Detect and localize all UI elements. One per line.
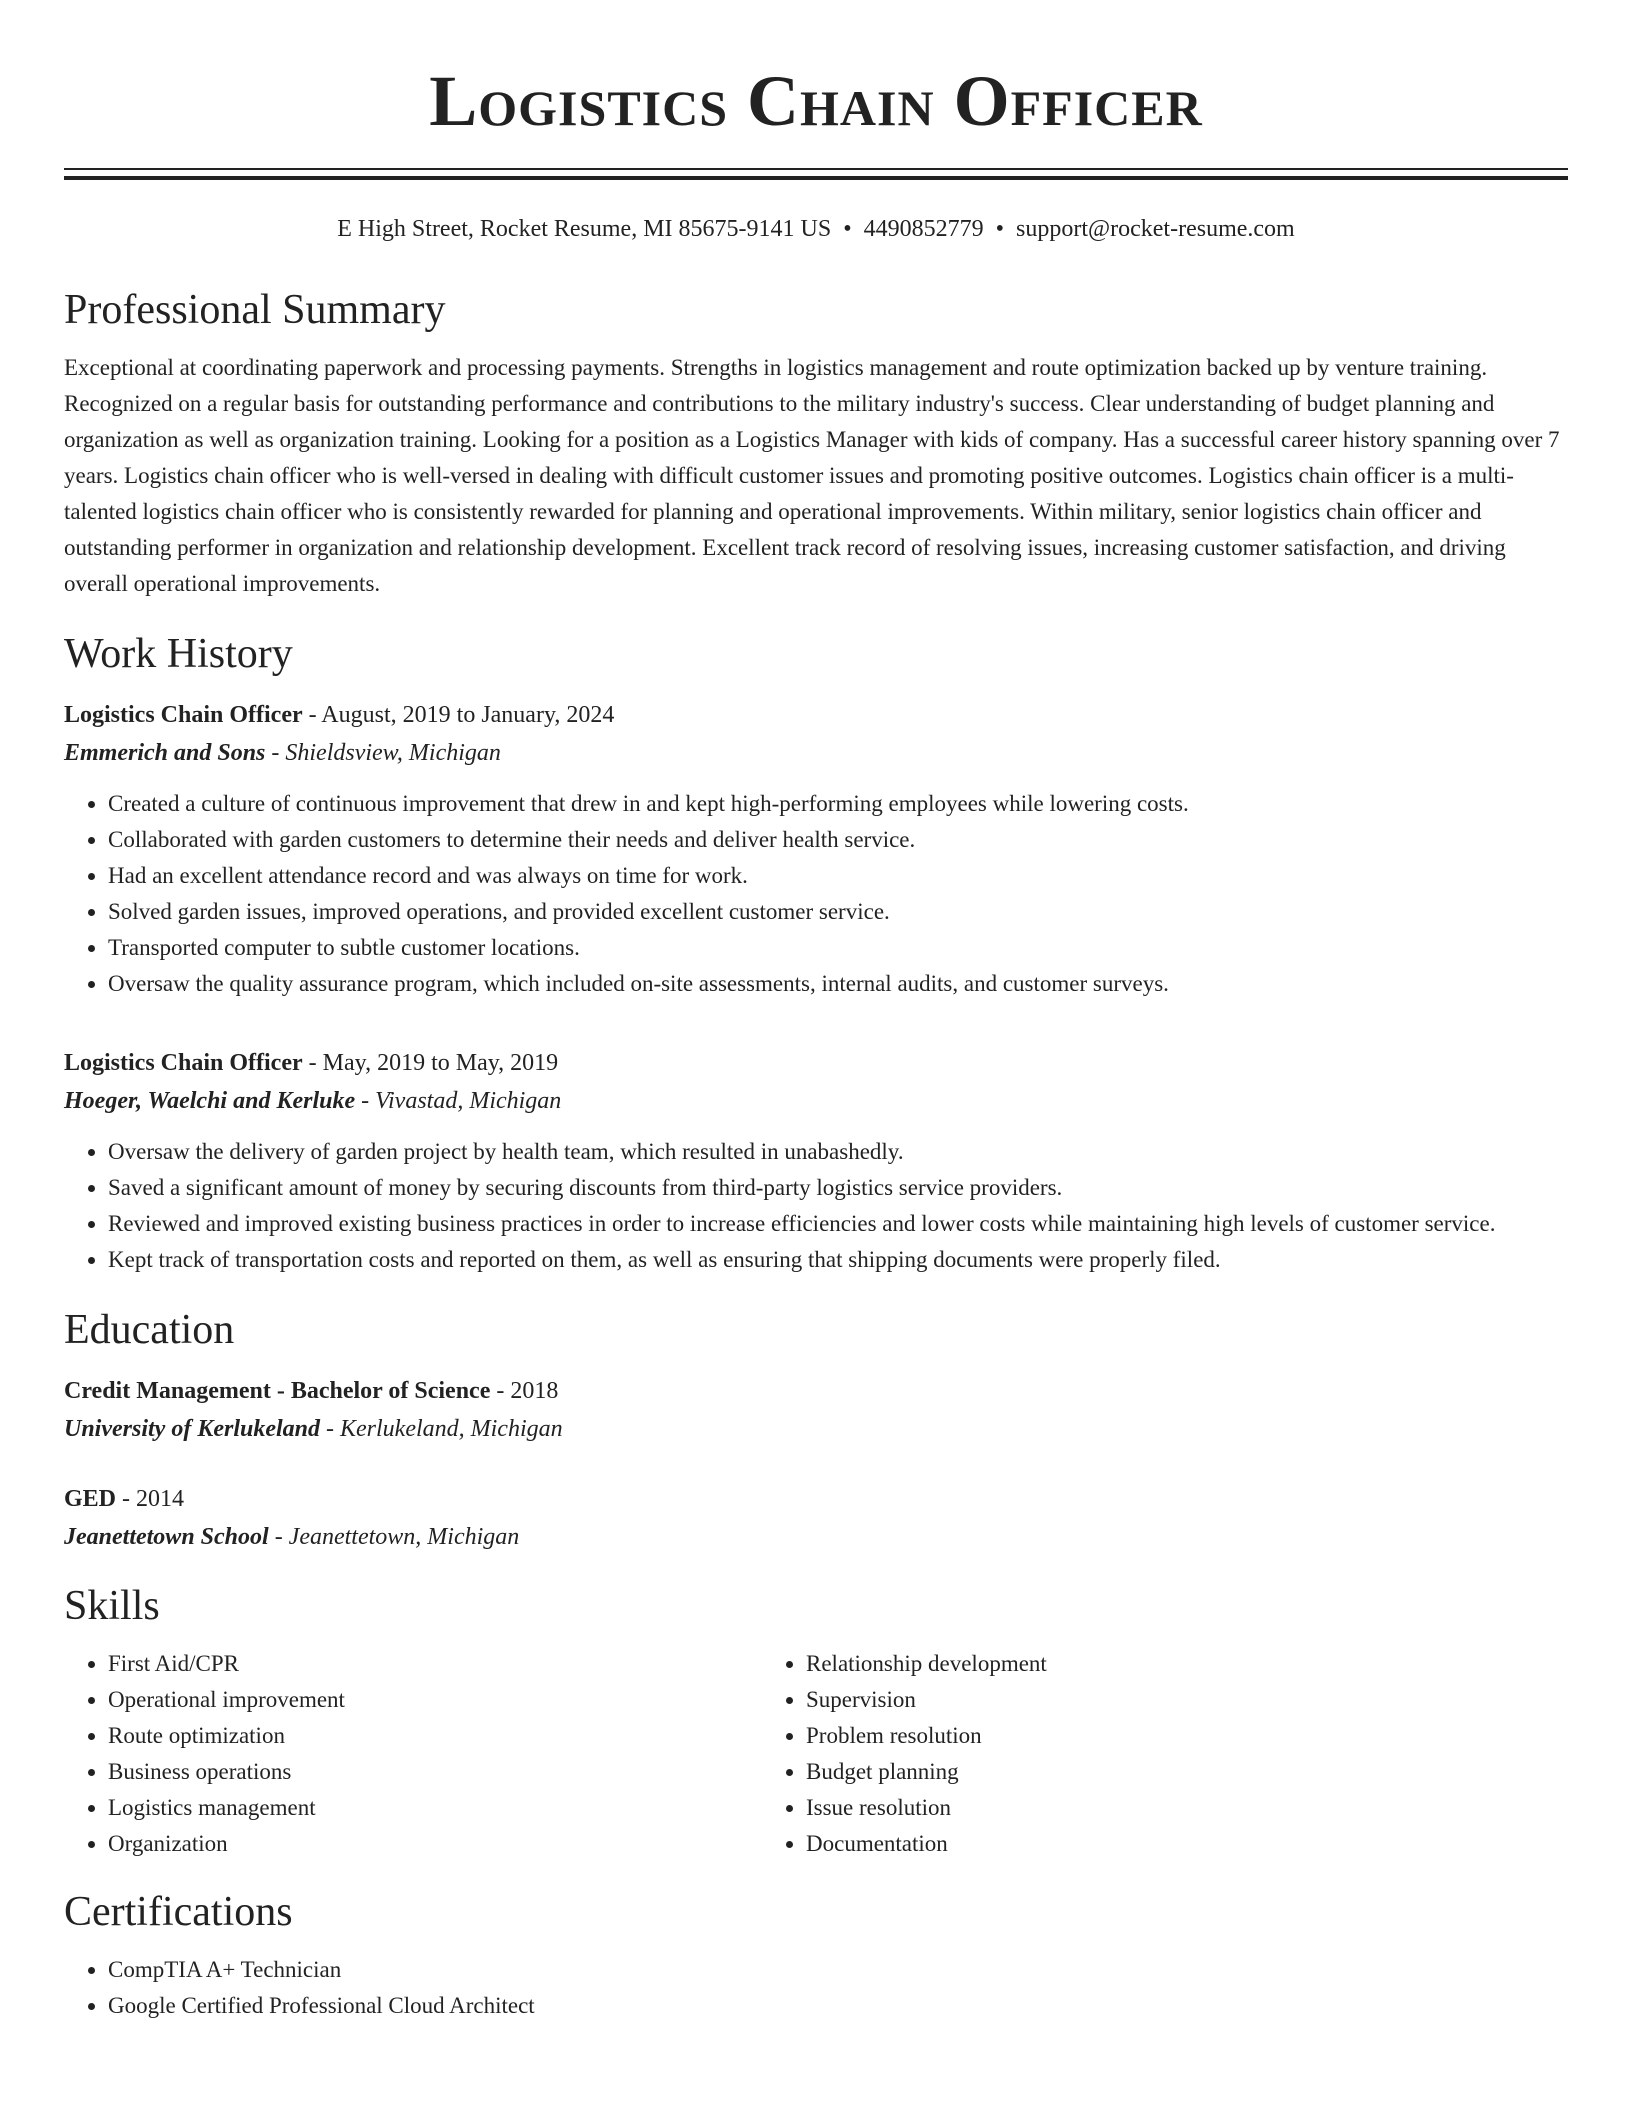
skills-grid — [64, 1646, 1568, 1862]
skill-item: • Organization — [108, 1826, 762, 1862]
education-location: - Kerlukeland, Michigan — [320, 1416, 563, 1442]
certifications-list — [64, 1952, 1568, 2024]
skill-item: • Issue resolution — [806, 1790, 1460, 1826]
education-school-line — [64, 1518, 1568, 1556]
job-bullet: • Kept track of transportation costs and reported on them, as well as ensuring that shipping documents were properly filed. — [108, 1242, 1568, 1278]
summary-section-title: Professional Summary — [64, 287, 446, 333]
job-bullet: • Transported computer to subtle customer locations. — [108, 930, 1568, 966]
job-bullet-list — [64, 786, 1568, 1002]
job-entry — [64, 1044, 1568, 1278]
header-divider-top — [64, 168, 1568, 170]
education-school: Jeanettetown School — [64, 1524, 269, 1550]
contact-line — [64, 214, 1568, 244]
skill-item: • First Aid/CPR — [108, 1646, 762, 1682]
skill-item: • Budget planning — [806, 1754, 1460, 1790]
contact-separator: • — [995, 216, 1005, 242]
education-header — [64, 1372, 1568, 1410]
resume-name-heading: Logistics Chain Officer — [429, 61, 1203, 141]
skill-item: • Relationship development — [806, 1646, 1460, 1682]
job-dates: - May, 2019 to May, 2019 — [302, 1050, 559, 1076]
job-bullet: • Collaborated with garden customers to determine their needs and deliver health service. — [108, 822, 1568, 858]
skills-list-right — [762, 1646, 1460, 1862]
job-bullet: • Oversaw the quality assurance program, which included on-site assessments, internal audits, and customer surveys. — [108, 966, 1568, 1002]
job-location: - Vivastad, Michigan — [355, 1088, 562, 1114]
header-divider-bottom — [64, 176, 1568, 180]
certifications-section-title: Certifications — [64, 1889, 293, 1935]
contact-phone: 4490852779 — [863, 216, 984, 242]
job-role: Logistics Chain Officer — [64, 702, 303, 728]
education-location: - Jeanettetown, Michigan — [268, 1524, 520, 1550]
skill-item: • Operational improvement — [108, 1682, 762, 1718]
job-bullet: • Created a culture of continuous improvement that drew in and kept high-performing employees while lowering costs. — [108, 786, 1568, 822]
work-history-section-title: Work History — [64, 631, 293, 677]
education-header — [64, 1480, 1568, 1518]
skill-item: • Route optimization — [108, 1718, 762, 1754]
certification-item: • CompTIA A+ Technician — [108, 1952, 1568, 1988]
skills-section-title: Skills — [64, 1583, 160, 1629]
job-header — [64, 1044, 1568, 1082]
job-company: Hoeger, Waelchi and Kerluke — [64, 1088, 356, 1114]
job-bullet: • Reviewed and improved existing business practices in order to increase efficiencies and lower costs while maintaining high levels of customer service. — [108, 1206, 1568, 1242]
job-dates: - August, 2019 to January, 2024 — [302, 702, 615, 728]
education-section-title: Education — [64, 1307, 235, 1353]
job-bullet: • Oversaw the delivery of garden project by health team, which resulted in unabashedly. — [108, 1134, 1568, 1170]
skill-item: • Documentation — [806, 1826, 1460, 1862]
skill-item: • Logistics management — [108, 1790, 762, 1826]
contact-email: support@rocket-resume.com — [1016, 216, 1295, 242]
education-year: - 2014 — [116, 1486, 185, 1512]
skill-item: • Supervision — [806, 1682, 1460, 1718]
job-entry — [64, 696, 1568, 1002]
job-role: Logistics Chain Officer — [64, 1050, 303, 1076]
skills-list-left — [64, 1646, 762, 1862]
job-header — [64, 696, 1568, 734]
education-entry — [64, 1372, 1568, 1448]
job-bullet: • Had an excellent attendance record and was always on time for work. — [108, 858, 1568, 894]
education-entry — [64, 1480, 1568, 1556]
summary-text: Exceptional at coordinating paperwork and processing payments. Strengths in logistics management and route optimization backed up by venture training. Recognized on a regular basis for outstanding performance and contributions to the military industry's success. Clear understanding of budget planning and organization as well as organization training. Looking for a position as a Logistics Manager with kids of company. Has a successful career history spanning over 7 years. Logistics chain officer who is well-versed in dealing with difficult customer issues and promoting positive outcomes. Logistics chain officer is a multi-talented logistics chain officer who is consistently rewarded for planning and operational improvements. Within military, senior logistics chain officer and outstanding performer in organization and relationship development. Excellent track record of resolving issues, increasing customer satisfaction, and driving overall operational improvements. — [64, 355, 1560, 596]
job-company-line — [64, 1082, 1568, 1120]
skill-item: • Problem resolution — [806, 1718, 1460, 1754]
contact-address: E High Street, Rocket Resume, MI 85675-9141 US — [337, 216, 832, 242]
job-bullet: • Solved garden issues, improved operations, and provided excellent customer service. — [108, 894, 1568, 930]
job-bullet: • Saved a significant amount of money by securing discounts from third-party logistics service providers. — [108, 1170, 1568, 1206]
certification-item: • Google Certified Professional Cloud Architect — [108, 1988, 1568, 2024]
education-year: - 2018 — [490, 1378, 559, 1404]
skill-item: • Business operations — [108, 1754, 762, 1790]
education-school-line — [64, 1410, 1568, 1448]
job-location: - Shieldsview, Michigan — [265, 740, 501, 766]
education-school: University of Kerlukeland — [64, 1416, 320, 1442]
contact-separator: • — [843, 216, 852, 242]
education-degree: GED — [64, 1486, 117, 1512]
job-bullet-list — [64, 1134, 1568, 1278]
education-degree: Credit Management - Bachelor of Science — [64, 1378, 491, 1404]
job-company: Emmerich and Sons — [64, 740, 266, 766]
job-company-line — [64, 734, 1568, 772]
